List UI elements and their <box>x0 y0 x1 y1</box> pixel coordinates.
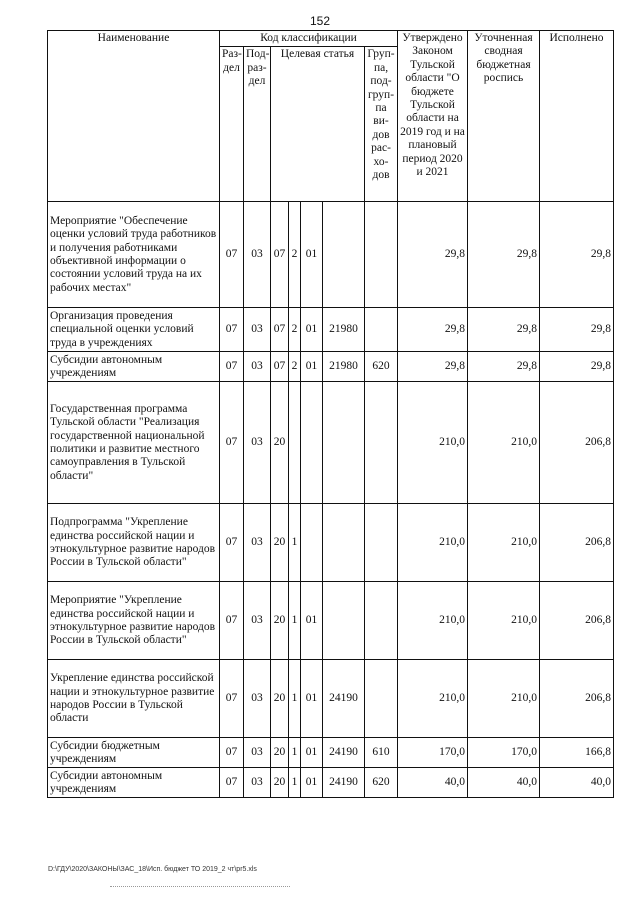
header-approved: Утверждено Законом Тульской области "О бюджете Тульской области на 2019 год и на плановый период 2020 и 2021 <box>398 31 468 202</box>
cell-target-program: 20 <box>271 504 289 582</box>
cell-section: 07 <box>220 202 244 308</box>
cell-target-event: 01 <box>301 768 323 798</box>
budget-execution-table <box>47 30 614 798</box>
cell-revised: 40,0 <box>468 768 540 798</box>
cell-approved: 29,8 <box>398 352 468 382</box>
cell-revised: 29,8 <box>468 308 540 352</box>
cell-approved: 210,0 <box>398 504 468 582</box>
cell-revised: 29,8 <box>468 202 540 308</box>
cell-subsection: 03 <box>244 202 271 308</box>
cell-target-direction: 21980 <box>323 352 365 382</box>
cell-target-program: 20 <box>271 768 289 798</box>
cell-target-event: 01 <box>301 202 323 308</box>
file-path-footer: D:\ГДУ\2020\ЗАКОНЫ\ЗАС_18\Исп. бюджет ТО 2019_2 чт\pr5.xls <box>48 866 257 873</box>
cell-expense-group <box>365 504 398 582</box>
cell-revised: 210,0 <box>468 582 540 660</box>
table-row <box>48 308 614 352</box>
cell-target-program: 07 <box>271 352 289 382</box>
table-body <box>48 202 614 798</box>
cell-target-event: 01 <box>301 660 323 738</box>
cell-target-subprogram: 2 <box>289 202 301 308</box>
cell-expense-group <box>365 582 398 660</box>
cell-executed: 206,8 <box>540 382 614 504</box>
table-row <box>48 504 614 582</box>
header-classification: Код классификации <box>220 31 398 47</box>
cell-target-subprogram: 1 <box>289 660 301 738</box>
cell-section: 07 <box>220 352 244 382</box>
cell-target-direction: 21980 <box>323 308 365 352</box>
cell-target-direction <box>323 582 365 660</box>
cell-section: 07 <box>220 738 244 768</box>
cell-target-subprogram: 1 <box>289 582 301 660</box>
table-row <box>48 738 614 768</box>
cell-target-program: 20 <box>271 738 289 768</box>
cell-expense-group: 620 <box>365 352 398 382</box>
cell-executed: 29,8 <box>540 202 614 308</box>
cell-target-program: 07 <box>271 202 289 308</box>
cell-expense-group <box>365 308 398 352</box>
cell-target-direction: 24190 <box>323 768 365 798</box>
cell-expense-group <box>365 202 398 308</box>
cell-target-subprogram: 1 <box>289 768 301 798</box>
table-row <box>48 660 614 738</box>
cell-section: 07 <box>220 504 244 582</box>
header-revised: Уточненная сводная бюджетная роспись <box>468 31 540 202</box>
cell-target-event: 01 <box>301 352 323 382</box>
cell-executed: 206,8 <box>540 582 614 660</box>
cell-section: 07 <box>220 308 244 352</box>
cell-target-program: 20 <box>271 382 289 504</box>
cell-revised: 29,8 <box>468 352 540 382</box>
cell-name: Организация проведения специальной оценки условий труда в учреждениях <box>48 308 220 352</box>
cell-target-event: 01 <box>301 308 323 352</box>
cell-executed: 40,0 <box>540 768 614 798</box>
table-row <box>48 352 614 382</box>
cell-subsection: 03 <box>244 352 271 382</box>
table-row <box>48 582 614 660</box>
header-expense-type: Груп-па, под-груп-па ви-дов рас-хо-дов <box>365 47 398 202</box>
table-row <box>48 768 614 798</box>
cell-approved: 210,0 <box>398 582 468 660</box>
cell-approved: 40,0 <box>398 768 468 798</box>
header-section: Раз-дел <box>220 47 244 202</box>
cell-name: Мероприятие "Обеспечение оценки условий труда работников и получения работниками объективной информации о состоянии условий труда на их рабочих местах" <box>48 202 220 308</box>
cell-approved: 29,8 <box>398 202 468 308</box>
cell-executed: 29,8 <box>540 352 614 382</box>
table-row <box>48 202 614 308</box>
cell-executed: 206,8 <box>540 660 614 738</box>
cell-subsection: 03 <box>244 382 271 504</box>
cell-target-subprogram <box>289 382 301 504</box>
cell-subsection: 03 <box>244 738 271 768</box>
cell-name: Субсидии бюджетным учреждениям <box>48 738 220 768</box>
cell-section: 07 <box>220 660 244 738</box>
cell-target-event <box>301 504 323 582</box>
cell-section: 07 <box>220 382 244 504</box>
cell-executed: 206,8 <box>540 504 614 582</box>
cell-subsection: 03 <box>244 308 271 352</box>
cell-approved: 210,0 <box>398 660 468 738</box>
footer-rule <box>110 886 290 887</box>
cell-expense-group: 610 <box>365 738 398 768</box>
cell-section: 07 <box>220 768 244 798</box>
cell-name: Государственная программа Тульской области "Реализация государственной национальной политики и развитие местного самоуправления в Тульской области" <box>48 382 220 504</box>
cell-target-subprogram: 2 <box>289 308 301 352</box>
cell-executed: 166,8 <box>540 738 614 768</box>
header-subsection: Под-раз-дел <box>244 47 271 202</box>
cell-section: 07 <box>220 582 244 660</box>
cell-subsection: 03 <box>244 504 271 582</box>
cell-revised: 210,0 <box>468 382 540 504</box>
cell-expense-group <box>365 660 398 738</box>
cell-revised: 170,0 <box>468 738 540 768</box>
cell-expense-group: 620 <box>365 768 398 798</box>
cell-subsection: 03 <box>244 768 271 798</box>
cell-target-direction: 24190 <box>323 738 365 768</box>
cell-name: Субсидии автономным учреждениям <box>48 352 220 382</box>
cell-target-subprogram: 1 <box>289 504 301 582</box>
cell-target-direction: 24190 <box>323 660 365 738</box>
cell-target-program: 20 <box>271 660 289 738</box>
cell-approved: 29,8 <box>398 308 468 352</box>
cell-target-program: 20 <box>271 582 289 660</box>
cell-subsection: 03 <box>244 582 271 660</box>
cell-revised: 210,0 <box>468 660 540 738</box>
cell-subsection: 03 <box>244 660 271 738</box>
cell-expense-group <box>365 382 398 504</box>
cell-target-direction <box>323 202 365 308</box>
cell-name: Подпрограмма "Укрепление единства российской нации и этнокультурное развитие народов России в Тульской области" <box>48 504 220 582</box>
cell-target-program: 07 <box>271 308 289 352</box>
header-name: Наименование <box>48 31 220 202</box>
cell-executed: 29,8 <box>540 308 614 352</box>
header-executed: Исполнено <box>540 31 614 202</box>
cell-target-event: 01 <box>301 582 323 660</box>
cell-name: Укрепление единства российской нации и этнокультурное развитие народов России в Тульской области <box>48 660 220 738</box>
cell-name: Субсидии автономным учреждениям <box>48 768 220 798</box>
cell-target-direction <box>323 382 365 504</box>
cell-target-subprogram: 1 <box>289 738 301 768</box>
page-number: 152 <box>309 14 331 28</box>
cell-name: Мероприятие "Укрепление единства российской нации и этнокультурное развитие народов России в Тульской области" <box>48 582 220 660</box>
cell-target-subprogram: 2 <box>289 352 301 382</box>
cell-revised: 210,0 <box>468 504 540 582</box>
table-row <box>48 382 614 504</box>
header-target-article: Целевая статья <box>271 47 365 202</box>
cell-target-direction <box>323 504 365 582</box>
cell-target-event <box>301 382 323 504</box>
cell-approved: 210,0 <box>398 382 468 504</box>
cell-approved: 170,0 <box>398 738 468 768</box>
cell-target-event: 01 <box>301 738 323 768</box>
